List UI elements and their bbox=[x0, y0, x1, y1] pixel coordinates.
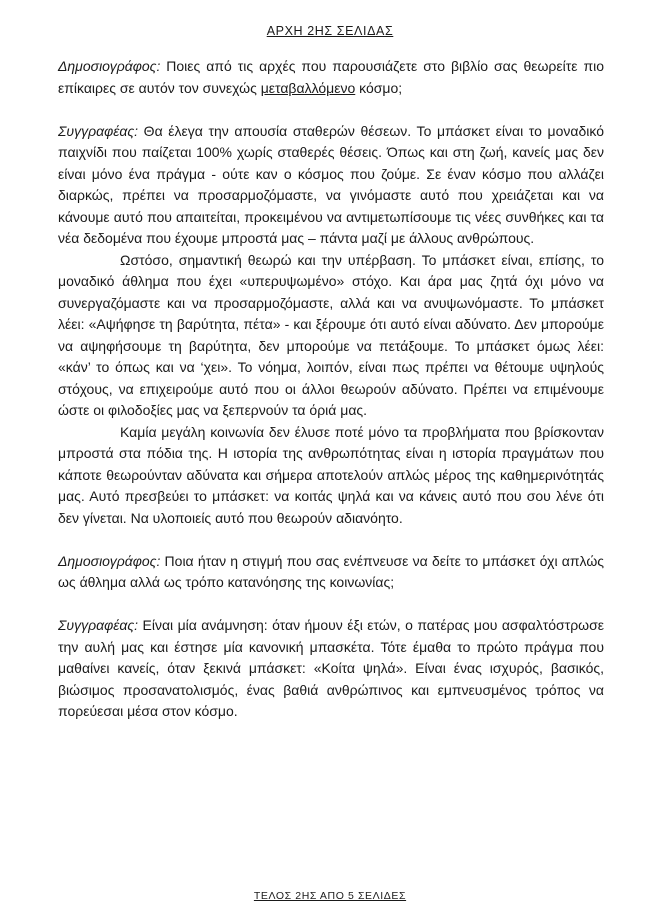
page-footer: ΤΕΛΟΣ 2ΗΣ ΑΠΟ 5 ΣΕΛΙΔΕΣ bbox=[253, 890, 407, 902]
answer-1-paragraph-3: Καμία μεγάλη κοινωνία δεν έλυσε ποτέ μόνο τα προβλήματα που βρίσκονταν μπροστά στα πόδια της. Η ιστορία της ανθρωπότητας είναι η ιστορία πραγμάτων που κάποτε θεωρούνταν αδύνατα και σήμερα αποτελούν απλώς μέρος της καθημερινότητάς μας. Αυτό πρεσβεύει το μπάσκετ: να κοιτάς ψηλά και να κάνεις αυτό που σου λένε ότι δεν γίνεται. Να υλοποιείς αυτό που θεωρούν αδιανόητο. bbox=[58, 423, 604, 526]
speaker-label: Δημοσιογράφος: bbox=[58, 552, 161, 569]
question-1 bbox=[58, 56, 604, 99]
page-header: ΑΡΧΗ 2ΗΣ ΣΕΛΙΔΑΣ bbox=[266, 24, 394, 38]
answer-text: Θα έλεγα την απουσία σταθερών θέσεων. Το μπάσκετ είναι το μοναδικό παιχνίδι που παίζεται 100% χωρίς σταθερές θέσεις. Όπως και στη ζωή, κανείς μας δεν είναι μόνο ένα πράγμα - ούτε καν ο κόσμος που ζούμε. Σε έναν κόσμο που αλλάζει διαρκώς, πρέπει να προσαρμοζόμαστε, να γινόμαστε αυτό που χρειάζεται και να κάνουμε αυτό που απαιτείται, προκειμένου να αντιμετωπίσουμε τις νέες συνθήκες και τα νέα δεδομένα που έχουμε μπροστά μας – πάντα μαζί με άλλους ανθρώπους. bbox=[58, 122, 604, 246]
underlined-word: μεταβαλλόμενο bbox=[260, 79, 356, 96]
question-text: Ποια ήταν η στιγμή που σας ενέπνευσε να δείτε το μπάσκετ όχι απλώς ως άθλημα αλλά ως τρόπο κατανόησης της κοινωνίας; bbox=[58, 552, 604, 590]
interview-body bbox=[58, 56, 604, 723]
answer-2 bbox=[58, 615, 604, 723]
answer-1-paragraph-2: Ωστόσο, σημαντική θεωρώ και την υπέρβαση. Το μπάσκετ είναι, επίσης, το μοναδικό άθλημα που έχει «υπερυψωμένο» στόχο. Και άρα μας ζητά όχι μόνο να συνεργαζόμαστε και να προσαρμοζόμαστε, αλλά και να ανυψωνόμαστε. Το μπάσκετ λέει: «Αψήφησε τη βαρύτητα, πέτα» - και ξέρουμε ότι αυτό είναι αδύνατο. Δεν μπορούμε να αψηφήσουμε τη βαρύτητα, δεν μπορούμε να πετάξουμε. Το μπάσκετ όμως λέει: «κάν’ το όπως και να ‘χει». Το νόημα, λοιπόν, είναι πως πρέπει να θέτουμε υψηλούς στόχους, να επιχειρούμε αυτό που οι άλλοι θεωρούν αδύνατο. Πρέπει να επιμένουμε ώστε οι φιλοδοξίες μας να ξεπερνούν τα όριά μας. bbox=[58, 251, 604, 418]
question-text-end: κόσμο; bbox=[355, 79, 403, 96]
answer-1-paragraph-1 bbox=[58, 121, 604, 250]
question-2 bbox=[58, 551, 604, 594]
question-text: Ποιες από τις αρχές που παρουσιάζετε στο βιβλίο σας θεωρείτε πιο επίκαιρες σε αυτόν τον συνεχώς bbox=[58, 58, 604, 96]
answer-text: Είναι μία ανάμνηση: όταν ήμουν έξι ετών, ο πατέρας μου ασφαλτόστρωσε την αυλή μας και έστησε μία κανονική μπασκέτα. Τότε έμαθα το πρώτο πράγμα που μαθαίνει κανείς, όταν ξεκινά μπάσκετ: «Κοίτα ψηλά». Είναι ένας ισχυρός, βασικός, βιώσιμος προσανατολισμός, ένας βαθιά ανθρώπινος και εμπνευσμένος τρόπος να πορεύεσαι μέσα στον κόσμο. bbox=[58, 617, 604, 719]
speaker-label: Δημοσιογράφος: bbox=[58, 58, 161, 74]
speaker-label: Συγγραφέας: bbox=[58, 617, 139, 633]
speaker-label: Συγγραφέας: bbox=[58, 122, 139, 139]
